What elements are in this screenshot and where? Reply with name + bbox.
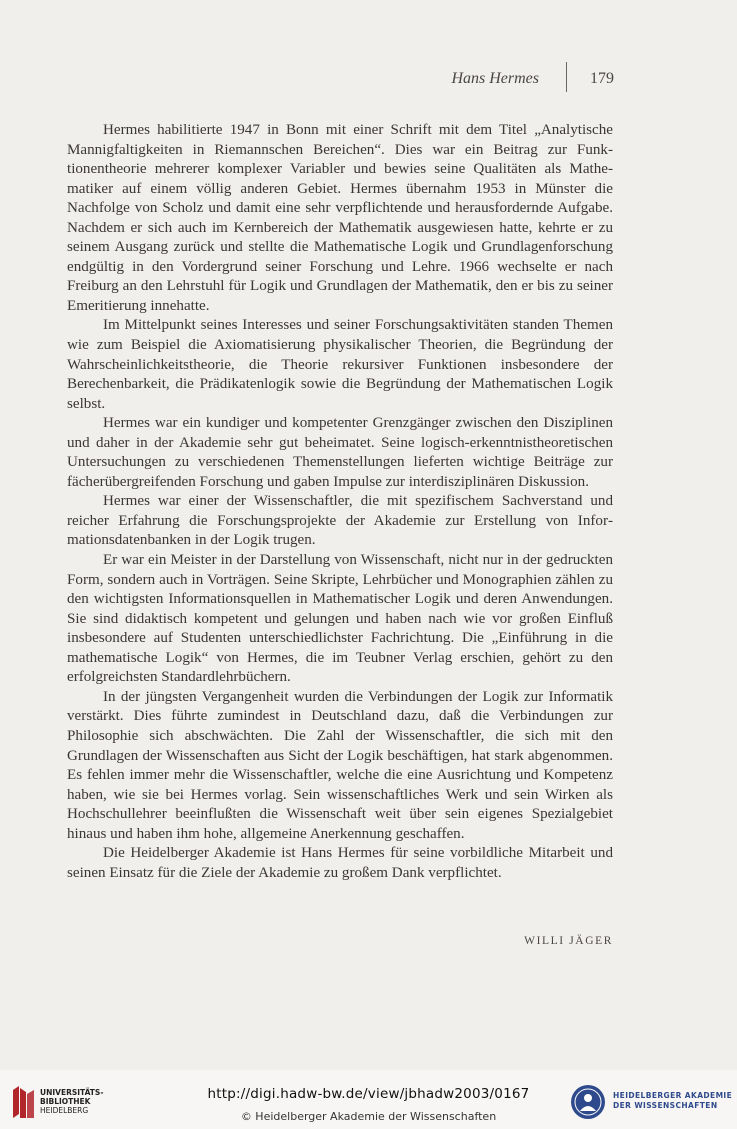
paragraph-4: Hermes war einer der Wissenschaftler, die mit spezifischem Sachverstand und reicher Erfahrung die Forschungsprojekte der Akademie zur Erstellung von Informationsdatenbanken in der Logik trugen. (67, 493, 613, 549)
paragraph-3: Hermes war ein kundiger und kompetenter Grenzgänger zwischen den Disziplinen und daher in der Akademie sehr gut beheimatet. Seine logisch-erkenntnistheoretischen Untersuchungen zu verschiedenen Themenstellungen lieferten wichtige Beiträge zur fächerübergreifenden Forschung und gaben Impulse zur interdisziplinären Diskussion. (67, 415, 613, 490)
academy-seal-icon (570, 1084, 606, 1120)
author-signature: WILLI JÄGER (524, 935, 613, 947)
paragraph-2: Im Mittelpunkt seines Interesses und seiner Forschungsaktivitäten standen Themen wie zum Beispiel die Axiomatisierung physikalischer Theorien, die Begründung der Wahrscheinlichkeitstheorie, die Theorie rekursiver Funktionen insbesondere der Berechenbarkeit, die Prädikatenlogik sowie die Begründung der Mathematischen Logik selbst. (67, 317, 613, 412)
page-number: 179 (590, 70, 614, 87)
paragraph-5: Er war ein Meister in der Darstellung von Wissenschaft, nicht nur in der gedruckten Form, sondern auch in Vorträgen. Seine Skripte, Lehrbücher und Monographien zählen zu den wichtigsten Informationsquellen in Mathematischer Logik und deren Anwendungen. Sie sind didaktisch kompetent und gelungen und haben nach wie vor großen Einfluß insbesondere auf Studenten unterschiedlichster Fachrichtung. Die „Einführung in die mathematische Logik“ von Hermes, die im Teubner Verlag erschien, gehört zu den erfolgreichsten Standardlehrbüchern. (67, 552, 613, 686)
library-name-line-2: BIBLIOTHEK (40, 1097, 91, 1106)
library-name-line-3: HEIDELBERG (40, 1106, 89, 1115)
running-head-title: Hans Hermes (451, 70, 539, 87)
paragraph-1: Hermes habilitierte 1947 in Bonn mit einer Schrift mit dem Titel „Analytische Mannigfaltigkeiten in Riemannschen Bereichen“. Dies war ein Beitrag zur Funktionentheorie mehrerer komplexer Variabler und bewies seine Qualitäten als Mathematiker auf einem völlig anderen Gebiet. Hermes übernahm 1953 in Münster die Nachfolge von Scholz und damit eine sehr verpflichtende und herausfordernde Aufgabe. Nachdem er sich auch im Kernbereich der Mathematik ausgewiesen hatte, kehrte er zu seinem Ausgang zurück und stellte die Mathematische Logik und Grundlagenforschung endgültig in den Vordergrund seiner Forschung und Lehre. 1966 wechselte er nach Freiburg an den Lehrstuhl für Logik und Grundlagen der Mathematik, den er bis zu seiner Emeritierung innehatte. (67, 122, 613, 314)
document-url-link[interactable]: http://digi.hadw-bw.de/view/jbhadw2003/0167 (207, 1086, 530, 1102)
academy-name-line-1: HEIDELBERGER AKADEMIE (613, 1091, 733, 1100)
paragraph-7: Die Heidelberger Akademie ist Hans Hermes für seine vorbildliche Mitarbeit und seinen Einsatz für die Ziele der Akademie zu großem Dank verpflichtet. (67, 845, 613, 881)
paragraph-6: In der jüngsten Vergangenheit wurden die Verbindungen der Logik zur Informatik verstärkt. Dies führte zumindest in Deutschland dazu, daß die Verbindungen zur Philosophie sich abschwächten. Die Zahl der Wissenschaftler, die sich mit den Grundlagen der Wissenschaften aus Sicht der Logik beschäftigen, hat stark abgenommen. Es fehlen immer mehr die Wissenschaftler, welche die eine Ausrichtung und Kompetenz haben, wie sie bei Hermes vorlag. Sein wissenschaftliches Werk und sein Wirken als Hochschullehrer beeinflußten die Wissenschaft weit über sein eigenes Spezialgebiet hinaus und haben ihm hohe, allgemeine Anerkennung geschaffen. (67, 688, 613, 842)
body-text (67, 121, 613, 883)
library-name-line-1: UNIVERSITÄTS- (40, 1088, 104, 1097)
academy-name (613, 1091, 732, 1111)
running-head (0, 70, 737, 94)
footer (0, 1070, 737, 1129)
running-head-divider (566, 62, 567, 92)
copyright-notice: © Heidelberger Akademie der Wissenschaften (240, 1110, 497, 1123)
academy-name-line-2: DER WISSENSCHAFTEN (613, 1101, 718, 1110)
